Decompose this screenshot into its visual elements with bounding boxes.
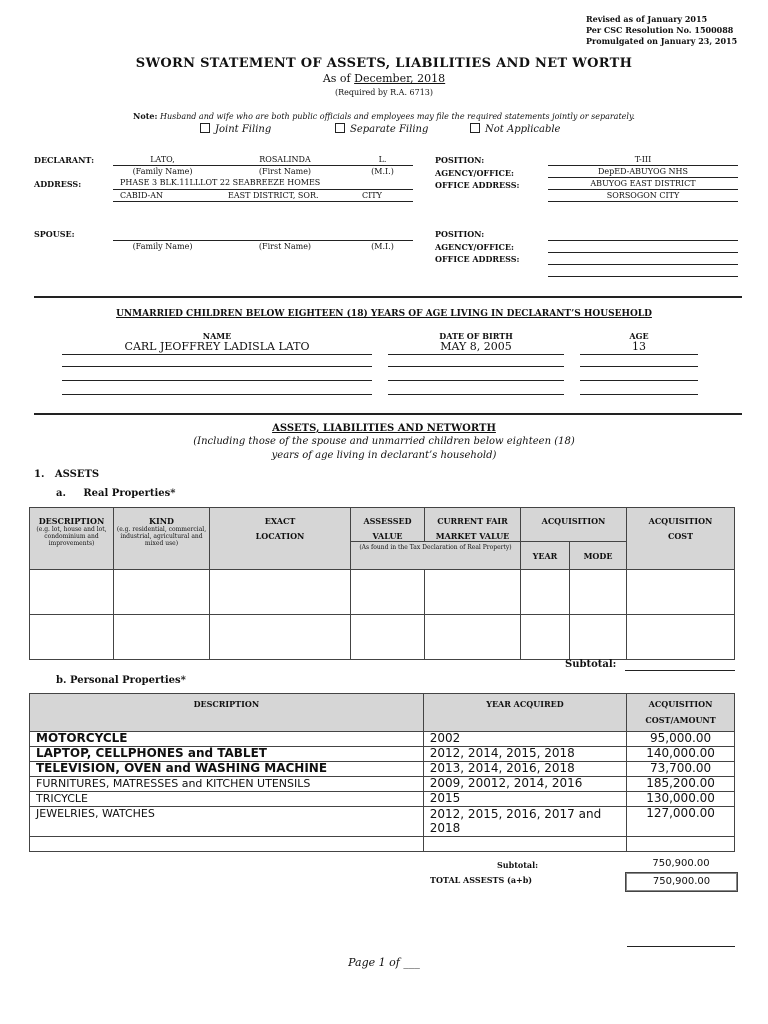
signature-line <box>627 946 735 947</box>
spouse-agency-label: AGENCY/OFFICE: <box>435 242 514 252</box>
personal-subtotal-label: Subtotal: <box>497 860 539 870</box>
real-year-header: YEAR <box>521 542 570 570</box>
address-line-1: PHASE 3 BLK.11LLLOT 22 SEABREEZE HOMES <box>120 178 321 187</box>
real-acquisition-header: ACQUISITION <box>521 508 627 542</box>
real-assessed-header: ASSESSED VALUE <box>351 508 425 542</box>
child-name: CARL JEOFFREY LADISLA LATO <box>124 340 310 353</box>
real-desc-header: DESCRIPTION (e.g. lot, house and lot, condominium and improvements) <box>30 508 114 570</box>
office-address-label: OFFICE ADDRESS: <box>435 180 520 190</box>
section-divider <box>34 296 742 298</box>
not-applicable-option[interactable]: Not Applicable <box>470 123 560 135</box>
table-row <box>30 837 735 852</box>
page-title: SWORN STATEMENT OF ASSETS, LIABILITIES AND NET WORTH <box>135 56 633 71</box>
checkbox-icon[interactable] <box>470 123 480 133</box>
joint-filing-option[interactable]: Joint Filing <box>200 123 271 135</box>
real-location-header: EXACT LOCATION <box>210 508 351 570</box>
children-heading: UNMARRIED CHILDREN BELOW EIGHTEEN (18) YEARS OF AGE LIVING IN DECLARANT’S HOUSEHOLD <box>116 309 652 319</box>
table-row: JEWELRIES, WATCHES 2012, 2015, 2016, 2017 and 2018 127,000.00 <box>30 807 735 837</box>
spouse-mi-caption: (M.I.) <box>371 242 394 251</box>
table-row: MOTORCYCLE 2002 95,000.00 <box>30 732 735 747</box>
as-of-line: As of December, 2018 <box>322 72 446 85</box>
child-age: 13 <box>632 340 646 353</box>
address-line-2a: CABID-AN <box>120 191 163 200</box>
real-tax-note: (As found in the Tax Declaration of Real Property) <box>351 542 521 570</box>
real-properties-label: a. Real Properties* <box>56 488 176 499</box>
personal-desc-header: DESCRIPTION <box>30 694 424 732</box>
real-fair-value-header: CURRENT FAIR MARKET VALUE <box>425 508 521 542</box>
assets-label: 1. ASSETS <box>34 469 100 480</box>
address-line-2b: EAST DISTRICT, SOR. <box>228 191 319 200</box>
spouse-position-label: POSITION: <box>435 229 485 239</box>
section-divider-2 <box>34 413 742 415</box>
family-name-caption: (Family Name) <box>132 167 193 176</box>
child-dob: MAY 8, 2005 <box>440 340 512 353</box>
child-name-header: NAME <box>202 331 232 341</box>
first-name-caption: (First Name) <box>258 167 312 176</box>
checkbox-icon[interactable] <box>200 123 210 133</box>
spouse-family-caption: (Family Name) <box>132 242 193 251</box>
checkbox-icon[interactable] <box>335 123 345 133</box>
spouse-first-caption: (First Name) <box>258 242 312 251</box>
assets-heading: ASSETS, LIABILITIES AND NETWORTH <box>272 423 496 434</box>
address-line-2c: CITY <box>362 191 382 200</box>
mi-caption: (M.I.) <box>371 167 394 176</box>
total-assets-box <box>625 872 738 892</box>
personal-properties-table <box>29 693 735 852</box>
table-row: TRICYCLE 2015 130,000.00 <box>30 792 735 807</box>
separate-filing-option[interactable]: Separate Filing <box>335 123 428 135</box>
revision-note: Revised as of January 2015 Per CSC Resolution No. 1500088 Promulgated on January 23, 2015 <box>586 14 738 46</box>
child-age-header: AGE <box>629 331 649 341</box>
real-cost-header: ACQUISITION COST <box>627 508 735 570</box>
spouse-label: SPOUSE: <box>34 229 75 239</box>
office-address-2: SORSOGON CITY <box>606 191 680 200</box>
assets-subheading-1: (Including those of the spouse and unmarried children below eighteen (18) <box>193 436 575 447</box>
table-row: LAPTOP, CELLPHONES and TABLET 2012, 2014, 2015, 2018 140,000.00 <box>30 747 735 762</box>
real-subtotal-label: Subtotal: <box>565 659 617 670</box>
table-row <box>30 570 735 615</box>
declarant-label: DECLARANT: <box>34 155 95 165</box>
declarant-family-name: LATO, <box>150 155 175 164</box>
as-of-date: December, 2018 <box>354 72 446 85</box>
declarant-mi: L. <box>378 155 387 164</box>
table-row: TELEVISION, OVEN and WASHING MACHINE 2013, 2014, 2016, 2018 73,700.00 <box>30 762 735 777</box>
filing-note: Note: Husband and wife who are both public officials and employees may file the required statements jointly or separately. <box>133 111 635 121</box>
real-kind-header: KIND (e.g. residential, commercial, industrial, agricultural and mixed use) <box>114 508 210 570</box>
total-assets-value: 750,900.00 <box>652 876 711 887</box>
personal-year-header: YEAR ACQUIRED <box>423 694 626 732</box>
spouse-office-label: OFFICE ADDRESS: <box>435 254 520 264</box>
real-properties-table <box>29 507 735 660</box>
required-by: (Required by R.A. 6713) <box>334 88 434 97</box>
child-dob-header: DATE OF BIRTH <box>439 331 513 341</box>
real-mode-header: MODE <box>569 542 626 570</box>
page-number: Page 1 of ___ <box>348 956 420 969</box>
assets-subheading-2: years of age living in declarant’s household) <box>271 450 497 461</box>
personal-subtotal-value: 750,900.00 <box>652 858 710 869</box>
office-address-1: ABUYOG EAST DISTRICT <box>590 179 696 188</box>
table-row: FURNITURES, MATRESSES and KITCHEN UTENSILS 2009, 20012, 2014, 2016 185,200.00 <box>30 777 735 792</box>
declarant-first-name: ROSALINDA <box>259 155 311 164</box>
agency-label: AGENCY/OFFICE: <box>435 168 514 178</box>
position-value: T-III <box>634 155 652 164</box>
position-label: POSITION: <box>435 155 485 165</box>
table-row <box>30 615 735 660</box>
total-assets-label: TOTAL ASSESTS (a+b) <box>430 875 533 885</box>
personal-cost-header: ACQUISITION COST/AMOUNT <box>627 694 735 732</box>
address-label: ADDRESS: <box>34 179 82 189</box>
agency-value: DepED-ABUYOG NHS <box>597 167 688 176</box>
personal-properties-label: b. Personal Properties* <box>56 675 186 686</box>
